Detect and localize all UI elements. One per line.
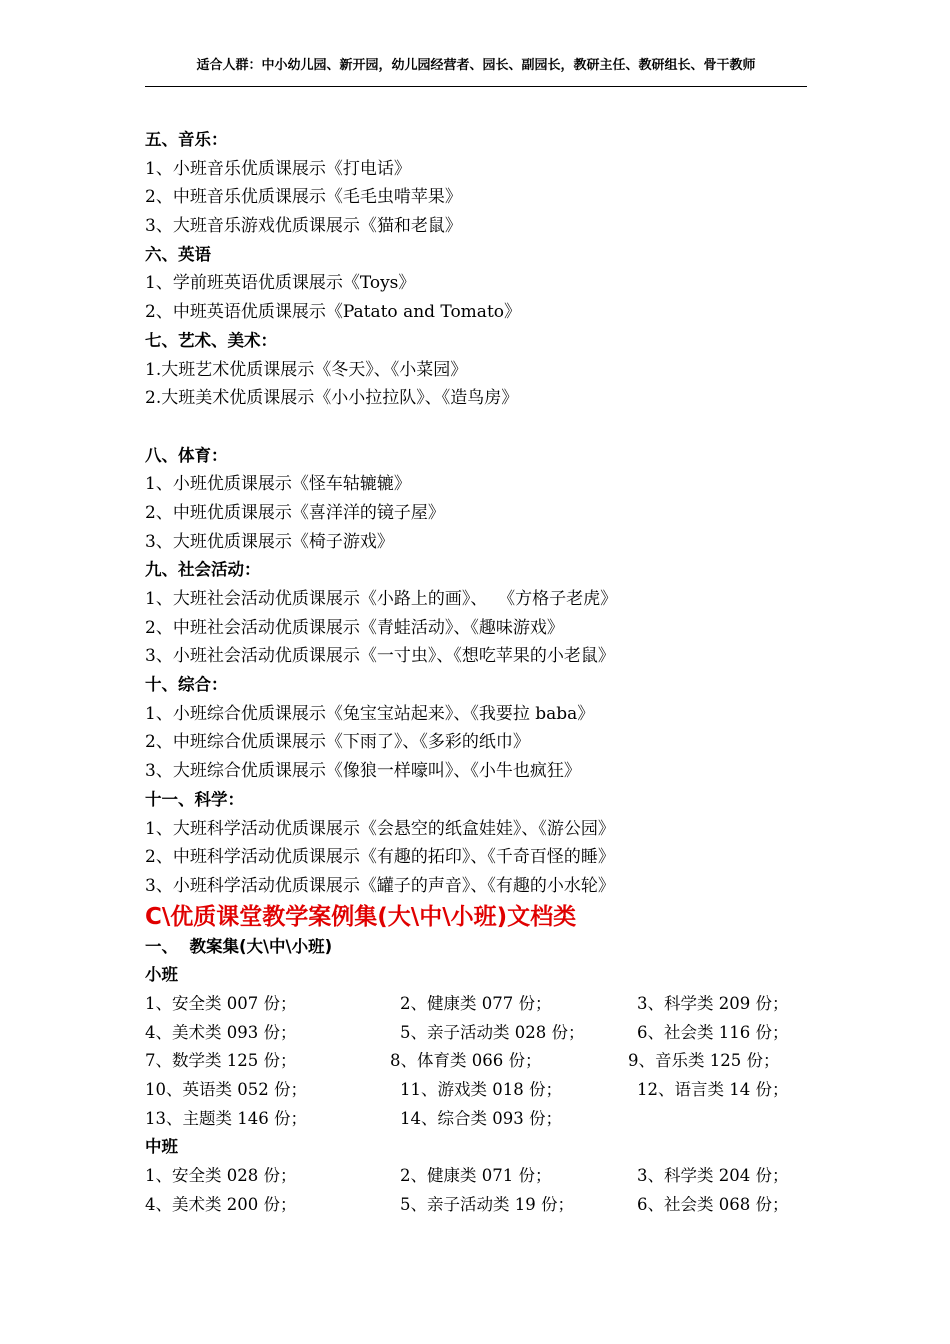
list-item: 1、大班社会活动优质课展示《小路上的画》、 《方格子老虎》 (145, 589, 618, 609)
list-item: 1.大班艺术优质课展示《冬天》、《小菜园》 (145, 359, 468, 380)
table-row (145, 1191, 807, 1220)
section-heading-english: 六、英语 (145, 244, 211, 264)
list-item: 2.大班美术优质课展示《小小拉拉队》、《造鸟房》 (145, 388, 519, 409)
table-cell: 4、美术类 093 份； (145, 1022, 297, 1042)
list-item: 3、大班优质课展示《椅子游戏》 (145, 531, 394, 552)
table-cell: 12、语言类 14 份； (637, 1080, 789, 1099)
table-cell: 13、主题类 146 份； (145, 1108, 307, 1128)
middle-class-label: 中班 (145, 1137, 178, 1157)
list-item: 2、中班社会活动优质课展示《青蛙活动》、《趣味游戏》 (145, 617, 564, 638)
table-cell: 11、游戏类 018 份； (400, 1080, 562, 1099)
section-heading-sports: 八、体育： (145, 445, 228, 465)
list-item: 1、小班音乐优质课展示《打电话》 (145, 158, 411, 179)
section-heading-social: 九、社会活动： (145, 560, 261, 580)
section-heading-art: 七、艺术、美术： (145, 330, 277, 350)
section-heading-science: 十一、科学： (145, 789, 244, 809)
section-heading-comprehensive: 十、综合： (145, 675, 228, 695)
table-row (145, 1076, 807, 1105)
table-row (145, 1019, 807, 1048)
table-cell: 14、综合类 093 份； (400, 1108, 562, 1128)
table-row (145, 1162, 807, 1191)
list-item: 2、中班英语优质课展示《Patato and Tomato》 (145, 302, 522, 323)
list-item: 1、大班科学活动优质课展示《会悬空的纸盒娃娃》、《游公园》 (145, 818, 615, 839)
section-heading-music: 五、音乐： (145, 130, 228, 149)
table-cell: 8、体育类 066 份； (390, 1051, 542, 1071)
table-cell: 2、健康类 071 份； (400, 1166, 552, 1186)
page-header-audience: 适合人群：中小幼儿园、新开园，幼儿园经营者、园长、副园长，教研主任、教研组长、骨干教师 (196, 58, 756, 73)
table-cell: 5、亲子活动类 19 份； (400, 1194, 574, 1214)
table-row (145, 1105, 807, 1134)
list-item: 3、大班音乐游戏优质课展示《猫和老鼠》 (145, 216, 462, 237)
table-row (145, 1047, 807, 1076)
table-cell: 9、音乐类 125 份； (628, 1051, 780, 1071)
table-cell: 6、社会类 116 份； (637, 1022, 789, 1042)
document-body (145, 126, 807, 1219)
table-cell: 1、安全类 007 份； (145, 993, 297, 1013)
part-c-title: C\优质课堂教学案例集(大\中\小班)文档类 (145, 903, 577, 930)
list-item: 2、中班综合优质课展示《下雨了》、《多彩的纸巾》 (145, 732, 530, 753)
table-cell: 6、社会类 068 份； (637, 1194, 789, 1214)
list-item: 3、大班综合优质课展示《像狼一样嚎叫》、《小牛也疯狂》 (145, 761, 581, 782)
list-item: 1、小班综合优质课展示《兔宝宝站起来》、《我要拉 baba》 (145, 703, 595, 724)
list-item: 2、中班优质课展示《喜洋洋的镜子屋》 (145, 502, 445, 523)
table-cell: 3、科学类 209 份； (637, 993, 789, 1013)
table-cell: 5、亲子活动类 028 份； (400, 1022, 585, 1042)
table-cell: 3、科学类 204 份； (637, 1166, 789, 1186)
table-row (145, 990, 807, 1019)
table-cell: 2、健康类 077 份； (400, 993, 552, 1013)
list-item: 1、学前班英语优质课展示《Toys》 (145, 273, 416, 294)
table-cell: 1、安全类 028 份； (145, 1166, 297, 1186)
lesson-plan-subtitle: 一、 教案集(大\中\小班) (145, 936, 333, 956)
list-item: 3、小班科学活动优质课展示《罐子的声音》、《有趣的小水轮》 (145, 875, 615, 896)
small-class-label: 小班 (145, 965, 178, 985)
table-cell: 10、英语类 052 份； (145, 1080, 307, 1099)
list-item: 2、中班音乐优质课展示《毛毛虫啃苹果》 (145, 187, 462, 208)
table-cell: 4、美术类 200 份； (145, 1194, 297, 1214)
list-item: 2、中班科学活动优质课展示《有趣的拓印》、《千奇百怪的睡》 (145, 847, 615, 868)
table-cell: 7、数学类 125 份； (145, 1051, 297, 1071)
list-item: 1、小班优质课展示《怪车轱辘辘》 (145, 474, 411, 495)
list-item: 3、小班社会活动优质课展示《一寸虫》、《想吃苹果的小老鼠》 (145, 646, 615, 667)
blank-line (145, 413, 807, 442)
header-divider (145, 86, 807, 87)
